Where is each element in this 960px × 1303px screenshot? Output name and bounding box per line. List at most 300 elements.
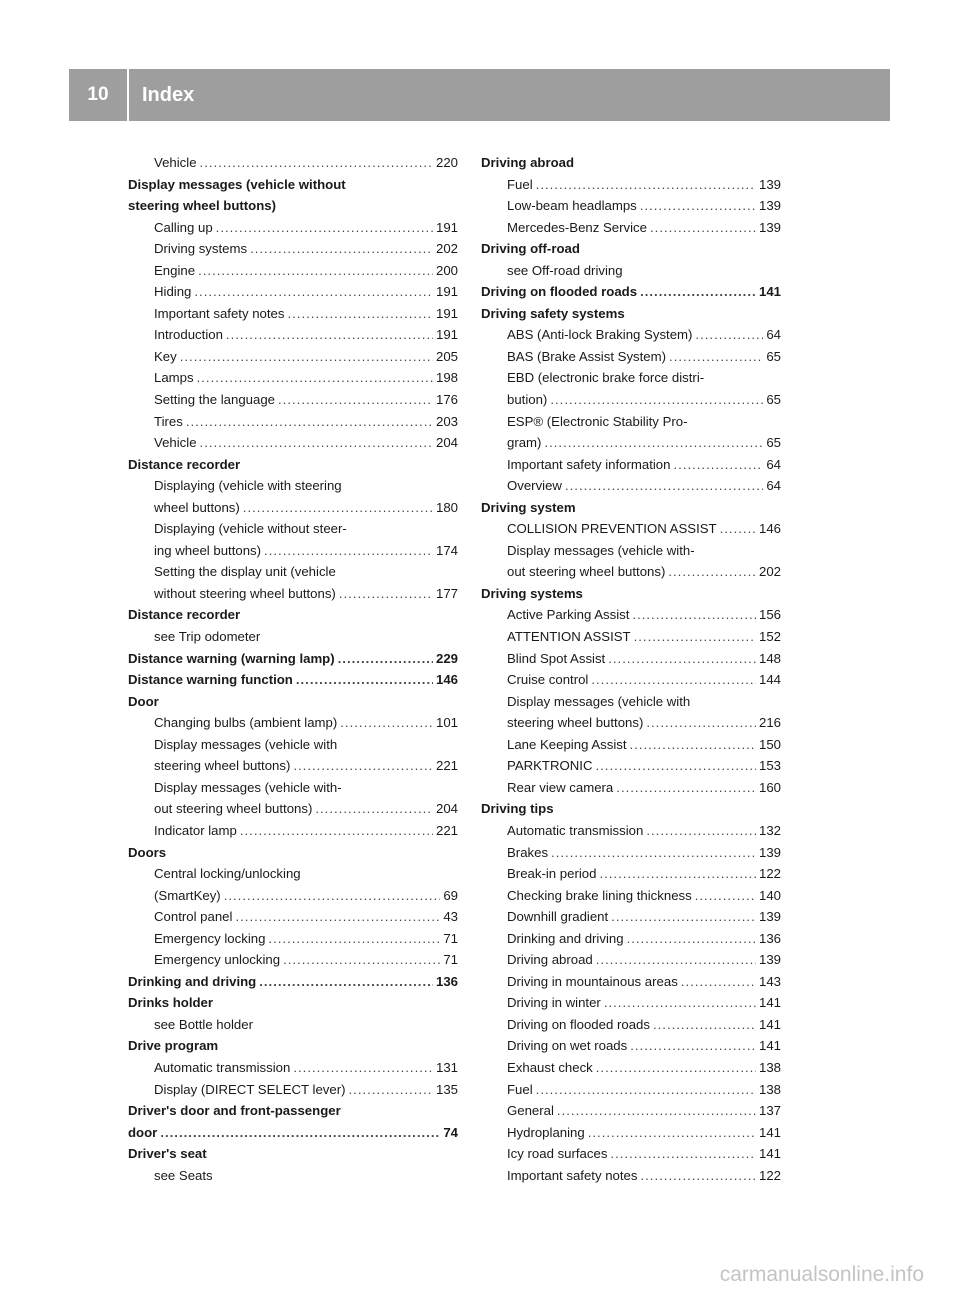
index-entry-page: 138 xyxy=(758,1059,781,1075)
index-entry-page: 203 xyxy=(435,413,458,429)
index-entry-label: wheel buttons) xyxy=(154,499,240,515)
index-entry xyxy=(481,949,781,971)
index-entry-label: Low-beam headlamps xyxy=(507,198,637,214)
dot-leader xyxy=(243,497,433,519)
index-entry xyxy=(481,497,781,519)
index-entry-label: General xyxy=(507,1103,554,1119)
index-entry-label: Driving abroad xyxy=(481,155,575,170)
index-entry-page: 140 xyxy=(758,887,781,903)
dot-leader xyxy=(293,1057,433,1079)
index-entry xyxy=(481,777,781,799)
index-entry xyxy=(481,1143,781,1165)
index-entry-page: 141 xyxy=(758,1124,781,1140)
dot-leader xyxy=(200,432,433,454)
index-entry xyxy=(481,260,781,282)
dot-leader xyxy=(681,971,756,993)
index-entry-label: EBD (electronic brake force distri- xyxy=(507,370,705,386)
index-entry-label: Emergency unlocking xyxy=(154,952,281,968)
index-entry-label: Doors xyxy=(128,844,167,860)
dot-leader xyxy=(339,583,433,605)
dot-leader xyxy=(650,217,756,239)
index-entry xyxy=(128,303,458,325)
index-entry xyxy=(128,367,458,389)
dot-leader xyxy=(596,1057,756,1079)
index-entry-label: out steering wheel buttons) xyxy=(507,564,666,580)
index-entry xyxy=(481,820,781,842)
dot-leader xyxy=(278,389,433,411)
index-entry xyxy=(128,346,458,368)
index-entry xyxy=(128,152,458,174)
index-entry xyxy=(481,992,781,1014)
index-entry xyxy=(481,626,781,648)
dot-leader xyxy=(668,561,756,583)
index-entry xyxy=(481,367,781,389)
index-entry xyxy=(481,346,781,368)
index-entry-page: 221 xyxy=(435,758,458,774)
index-entry-label: steering wheel buttons) xyxy=(154,758,291,774)
dot-leader xyxy=(287,303,433,325)
index-entry-label: bution) xyxy=(507,392,548,408)
index-entry xyxy=(481,217,781,239)
dot-leader xyxy=(551,842,756,864)
dot-leader xyxy=(640,195,756,217)
dot-leader xyxy=(186,411,433,433)
index-entry-label: see Seats xyxy=(154,1167,213,1183)
index-entry xyxy=(128,992,458,1014)
dot-leader xyxy=(610,1143,756,1165)
index-entry-page: 64 xyxy=(766,456,781,472)
section-title: Index xyxy=(142,83,195,106)
index-entry-page: 74 xyxy=(443,1124,458,1140)
dot-leader xyxy=(235,906,440,928)
index-entry xyxy=(128,777,458,799)
index-entry xyxy=(128,691,458,713)
dot-leader xyxy=(695,324,763,346)
index-entry xyxy=(481,518,781,540)
index-entry-label: see Bottle holder xyxy=(154,1016,253,1032)
watermark: carmanualsonline.info xyxy=(719,1263,924,1286)
index-entry xyxy=(128,755,458,777)
dot-leader xyxy=(591,669,756,691)
index-entry-label: Hydroplaning xyxy=(507,1124,585,1140)
index-entry xyxy=(128,260,458,282)
dot-leader xyxy=(259,971,433,993)
dot-leader xyxy=(653,1014,756,1036)
index-entry-label: Driving in mountainous areas xyxy=(507,973,678,989)
index-entry-page: 136 xyxy=(435,973,458,989)
index-entry-label: BAS (Brake Assist System) xyxy=(507,348,667,364)
index-entry xyxy=(481,928,781,950)
index-entry-label: steering wheel buttons) xyxy=(128,198,277,214)
dot-leader xyxy=(197,367,433,389)
index-entry xyxy=(128,475,458,497)
index-entry xyxy=(481,540,781,562)
index-entry-page: 143 xyxy=(758,973,781,989)
index-entry-label: ATTENTION ASSIST xyxy=(507,629,631,645)
dot-leader xyxy=(632,604,756,626)
index-entry xyxy=(481,734,781,756)
index-entry-page: 141 xyxy=(758,1038,781,1054)
index-entry-label: Fuel xyxy=(507,1081,533,1097)
index-entry xyxy=(128,842,458,864)
index-entry-page: 191 xyxy=(435,284,458,300)
index-entry-page: 200 xyxy=(435,262,458,278)
index-entry-label: Hiding xyxy=(154,284,192,300)
index-entry xyxy=(128,1079,458,1101)
index-entry xyxy=(128,281,458,303)
dot-leader xyxy=(338,648,433,670)
dot-leader xyxy=(544,432,763,454)
index-entry-label: Setting the display unit (vehicle xyxy=(154,564,336,580)
index-entry-label: Icy road surfaces xyxy=(507,1146,608,1162)
index-entry-page: 43 xyxy=(443,909,458,925)
index-entry-label: Introduction xyxy=(154,327,223,343)
dot-leader xyxy=(268,928,440,950)
index-entry xyxy=(128,1014,458,1036)
index-entry xyxy=(481,303,781,325)
index-entry-page: 153 xyxy=(758,758,781,774)
index-entry-page: 64 xyxy=(766,478,781,494)
index-entry-label: Exhaust check xyxy=(507,1059,593,1075)
index-entry-label: Emergency locking xyxy=(154,930,266,946)
index-entry xyxy=(128,949,458,971)
index-entry-page: 148 xyxy=(758,650,781,666)
index-entry-label: Driving tips xyxy=(481,801,554,817)
dot-leader xyxy=(283,949,440,971)
index-entry-page: 122 xyxy=(758,1167,781,1183)
index-entry-label: Display messages (vehicle with- xyxy=(507,542,695,558)
index-entry-label: Driving on flooded roads xyxy=(507,1016,650,1032)
index-entry-page: 141 xyxy=(758,1016,781,1032)
index-entry-page: 137 xyxy=(758,1103,781,1119)
index-entry xyxy=(128,324,458,346)
index-entry-label: Fuel xyxy=(507,176,533,192)
index-entry xyxy=(481,604,781,626)
index-entry-label: Distance warning function xyxy=(128,672,293,688)
index-entry xyxy=(481,798,781,820)
index-entry xyxy=(128,863,458,885)
index-entry-page: 138 xyxy=(758,1081,781,1097)
dot-leader xyxy=(194,281,433,303)
index-entry-label: Driver's door and front-passenger xyxy=(128,1103,341,1119)
index-entry-page: 204 xyxy=(435,435,458,451)
index-entry xyxy=(481,174,781,196)
index-entry-label: ABS (Anti-lock Braking System) xyxy=(507,327,693,343)
index-entry-label: Driving system xyxy=(481,499,576,515)
index-entry-label: Display messages (vehicle with xyxy=(507,693,691,709)
index-entry xyxy=(481,195,781,217)
index-entry xyxy=(128,497,458,519)
index-entry xyxy=(128,411,458,433)
index-entry xyxy=(481,842,781,864)
index-entry-page: 71 xyxy=(443,930,458,946)
index-entry-label: Display messages (vehicle with- xyxy=(154,779,342,795)
index-entry-page: 156 xyxy=(758,607,781,623)
index-entry-label: see Trip odometer xyxy=(154,629,261,645)
index-entry-page: 101 xyxy=(435,715,458,731)
index-entry xyxy=(128,648,458,670)
index-entry-page: 220 xyxy=(435,155,458,170)
index-entry xyxy=(481,755,781,777)
index-entry-label: COLLISION PREVENTION ASSIST xyxy=(507,521,717,537)
index-entry-page: 177 xyxy=(435,585,458,601)
index-entry xyxy=(481,1100,781,1122)
index-entry xyxy=(128,626,458,648)
dot-leader xyxy=(611,906,756,928)
dot-leader xyxy=(216,217,433,239)
index-entry-label: Display messages (vehicle with xyxy=(154,736,338,752)
index-entry-page: 146 xyxy=(758,521,781,537)
dot-leader xyxy=(640,281,756,303)
index-entry xyxy=(128,712,458,734)
dot-leader xyxy=(565,475,763,497)
index-entry-label: Engine xyxy=(154,262,196,278)
index-entry-page: 135 xyxy=(435,1081,458,1097)
index-entry-label: Important safety notes xyxy=(154,305,285,321)
index-entry xyxy=(128,1122,458,1144)
index-entry-page: 204 xyxy=(435,801,458,817)
index-entry-label: Lamps xyxy=(154,370,194,386)
index-entry xyxy=(481,152,781,174)
index-entry xyxy=(128,1057,458,1079)
index-entry xyxy=(481,561,781,583)
index-entry-page: 202 xyxy=(435,241,458,257)
index-entry-page: 131 xyxy=(435,1059,458,1075)
dot-leader xyxy=(226,324,433,346)
index-entry-page: 144 xyxy=(758,672,781,688)
index-entry-label: Display (DIRECT SELECT lever) xyxy=(154,1081,346,1097)
dot-leader xyxy=(240,820,433,842)
index-entry-page: 139 xyxy=(758,952,781,968)
index-entry-label: Driver's seat xyxy=(128,1146,207,1162)
index-entry-label: steering wheel buttons) xyxy=(507,715,644,731)
dot-leader xyxy=(608,648,756,670)
dot-leader xyxy=(250,238,433,260)
index-entry-label: Tires xyxy=(154,413,183,429)
index-entry-page: 191 xyxy=(435,327,458,343)
index-entry-page: 229 xyxy=(435,650,458,666)
dot-leader xyxy=(296,669,433,691)
index-entry xyxy=(481,324,781,346)
index-entry-page: 150 xyxy=(758,736,781,752)
index-entry xyxy=(128,238,458,260)
index-entry-label: Brakes xyxy=(507,844,549,860)
index-entry xyxy=(481,906,781,928)
index-entry-page: 221 xyxy=(435,822,458,838)
index-entry-label: Distance recorder xyxy=(128,607,241,623)
index-entry-label: Lane Keeping Assist xyxy=(507,736,627,752)
index-entry xyxy=(481,691,781,713)
dot-leader xyxy=(630,1035,756,1057)
dot-leader xyxy=(264,540,433,562)
index-entry xyxy=(481,1122,781,1144)
index-entry xyxy=(128,820,458,842)
index-entry-page: 198 xyxy=(435,370,458,386)
index-entry-page: 191 xyxy=(435,219,458,235)
index-entry-page: 139 xyxy=(758,176,781,192)
dot-leader xyxy=(198,260,433,282)
index-entry-label: Automatic transmission xyxy=(507,822,644,838)
index-entry xyxy=(481,238,781,260)
index-entry-label: Central locking/unlocking xyxy=(154,866,301,882)
index-entry-label: Drive program xyxy=(128,1038,219,1054)
index-entry-page: 141 xyxy=(758,1146,781,1162)
index-entry-label: Cruise control xyxy=(507,672,589,688)
index-entry-label: Vehicle xyxy=(154,155,197,170)
index-entry-page: 160 xyxy=(758,779,781,795)
index-entry-page: 65 xyxy=(766,435,781,451)
dot-leader xyxy=(673,454,763,476)
index-entry xyxy=(481,583,781,605)
dot-leader xyxy=(224,885,441,907)
index-entry xyxy=(128,540,458,562)
index-entry-label: Displaying (vehicle with steering xyxy=(154,478,342,494)
dot-leader xyxy=(557,1100,756,1122)
index-entry-page: 174 xyxy=(435,542,458,558)
index-entry-label: see Off-road driving xyxy=(507,262,623,278)
index-entry-label: Checking brake lining thickness xyxy=(507,887,692,903)
index-entry xyxy=(481,712,781,734)
index-entry-page: 65 xyxy=(766,348,781,364)
index-entry xyxy=(128,174,458,196)
index-entry-page: 141 xyxy=(758,995,781,1011)
dot-leader xyxy=(595,755,756,777)
index-entry xyxy=(128,885,458,907)
dot-leader xyxy=(627,928,756,950)
dot-leader xyxy=(640,1165,756,1187)
index-entry-label: Calling up xyxy=(154,219,213,235)
index-entry xyxy=(481,669,781,691)
index-entry-page: 139 xyxy=(758,219,781,235)
index-entry-page: 202 xyxy=(758,564,781,580)
index-entry-label: ing wheel buttons) xyxy=(154,542,262,558)
index-entry-label: Mercedes-Benz Service xyxy=(507,219,647,235)
index-entry xyxy=(481,1014,781,1036)
index-entry-label: Displaying (vehicle without steer- xyxy=(154,521,347,537)
dot-leader xyxy=(646,712,756,734)
index-entry-page: 65 xyxy=(766,392,781,408)
index-entry-label: Driving in winter xyxy=(507,995,601,1011)
index-entry-page: 141 xyxy=(758,284,781,300)
index-entry-label: Key xyxy=(154,348,177,364)
index-entry-label: Driving abroad xyxy=(507,952,593,968)
index-entry-label: Driving off-road xyxy=(481,241,580,257)
index-entry xyxy=(128,906,458,928)
index-entry xyxy=(481,885,781,907)
dot-leader xyxy=(695,885,756,907)
index-entry-label: Changing bulbs (ambient lamp) xyxy=(154,715,338,731)
dot-leader xyxy=(180,346,433,368)
index-entry-page: 64 xyxy=(766,327,781,343)
index-entry-label: Driving systems xyxy=(481,585,583,601)
index-entry xyxy=(128,1035,458,1057)
index-entry xyxy=(128,432,458,454)
index-entry-label: Driving systems xyxy=(154,241,248,257)
index-entry-page: 180 xyxy=(435,499,458,515)
index-entry-page: 146 xyxy=(435,672,458,688)
dot-leader xyxy=(315,798,433,820)
index-entry-label: ESP® (Electronic Stability Pro- xyxy=(507,413,688,429)
index-entry-label: Setting the language xyxy=(154,392,275,408)
index-entry-label: Distance recorder xyxy=(128,456,241,472)
dot-leader xyxy=(646,820,756,842)
dot-leader xyxy=(616,777,756,799)
index-entry xyxy=(128,195,458,217)
index-entry xyxy=(481,1079,781,1101)
index-entry-label: Blind Spot Assist xyxy=(507,650,606,666)
header-divider xyxy=(127,69,129,121)
index-entry-label: PARKTRONIC xyxy=(507,758,593,774)
index-entry-label: Drinking and driving xyxy=(128,973,257,989)
dot-leader xyxy=(200,152,433,174)
index-entry-page: 176 xyxy=(435,392,458,408)
dot-leader xyxy=(536,1079,756,1101)
index-entry xyxy=(128,798,458,820)
index-entry xyxy=(128,1143,458,1165)
index-entry-label: Display messages (vehicle without xyxy=(128,176,346,192)
index-entry-label: gram) xyxy=(507,435,542,451)
index-entry-label: (SmartKey) xyxy=(154,887,221,903)
index-entry-label: Vehicle xyxy=(154,435,197,451)
dot-leader xyxy=(596,949,756,971)
dot-leader xyxy=(349,1079,433,1101)
dot-leader xyxy=(588,1122,756,1144)
index-entry-label: Break-in period xyxy=(507,866,597,882)
index-entry xyxy=(481,454,781,476)
index-entry xyxy=(128,669,458,691)
index-entry-label: Drinking and driving xyxy=(507,930,624,946)
index-entry xyxy=(481,1165,781,1187)
index-entry-label: Active Parking Assist xyxy=(507,607,630,623)
index-entry-label: Rear view camera xyxy=(507,779,614,795)
index-entry xyxy=(128,454,458,476)
index-entry xyxy=(128,604,458,626)
dot-leader xyxy=(293,755,433,777)
index-entry-label: Automatic transmission xyxy=(154,1059,291,1075)
index-entry-page: 216 xyxy=(758,715,781,731)
index-entry xyxy=(481,281,781,303)
index-entry-label: Driving safety systems xyxy=(481,305,625,321)
index-entry xyxy=(128,583,458,605)
index-entry-page: 122 xyxy=(758,866,781,882)
dot-leader xyxy=(720,518,756,540)
index-entry xyxy=(128,734,458,756)
index-entry-label: without steering wheel buttons) xyxy=(154,585,336,601)
dot-leader xyxy=(634,626,756,648)
index-entry-label: door xyxy=(128,1124,158,1140)
index-entry xyxy=(128,1100,458,1122)
index-entry-label: Overview xyxy=(507,478,562,494)
index-entry xyxy=(128,928,458,950)
index-entry-page: 139 xyxy=(758,909,781,925)
index-entry-label: Door xyxy=(128,693,159,709)
index-entry xyxy=(128,1165,458,1187)
index-entry-page: 152 xyxy=(758,629,781,645)
index-entry xyxy=(481,863,781,885)
index-entry-label: Important safety information xyxy=(507,456,671,472)
index-entry xyxy=(481,1035,781,1057)
dot-leader xyxy=(604,992,756,1014)
index-entry-page: 191 xyxy=(435,305,458,321)
index-entry xyxy=(128,518,458,540)
index-entry-label: Important safety notes xyxy=(507,1167,638,1183)
index-entry-label: Indicator lamp xyxy=(154,822,237,838)
dot-leader xyxy=(599,863,756,885)
dot-leader xyxy=(340,712,433,734)
index-entry-label: Distance warning (warning lamp) xyxy=(128,650,335,666)
index-entry xyxy=(128,217,458,239)
index-entry-page: 139 xyxy=(758,198,781,214)
